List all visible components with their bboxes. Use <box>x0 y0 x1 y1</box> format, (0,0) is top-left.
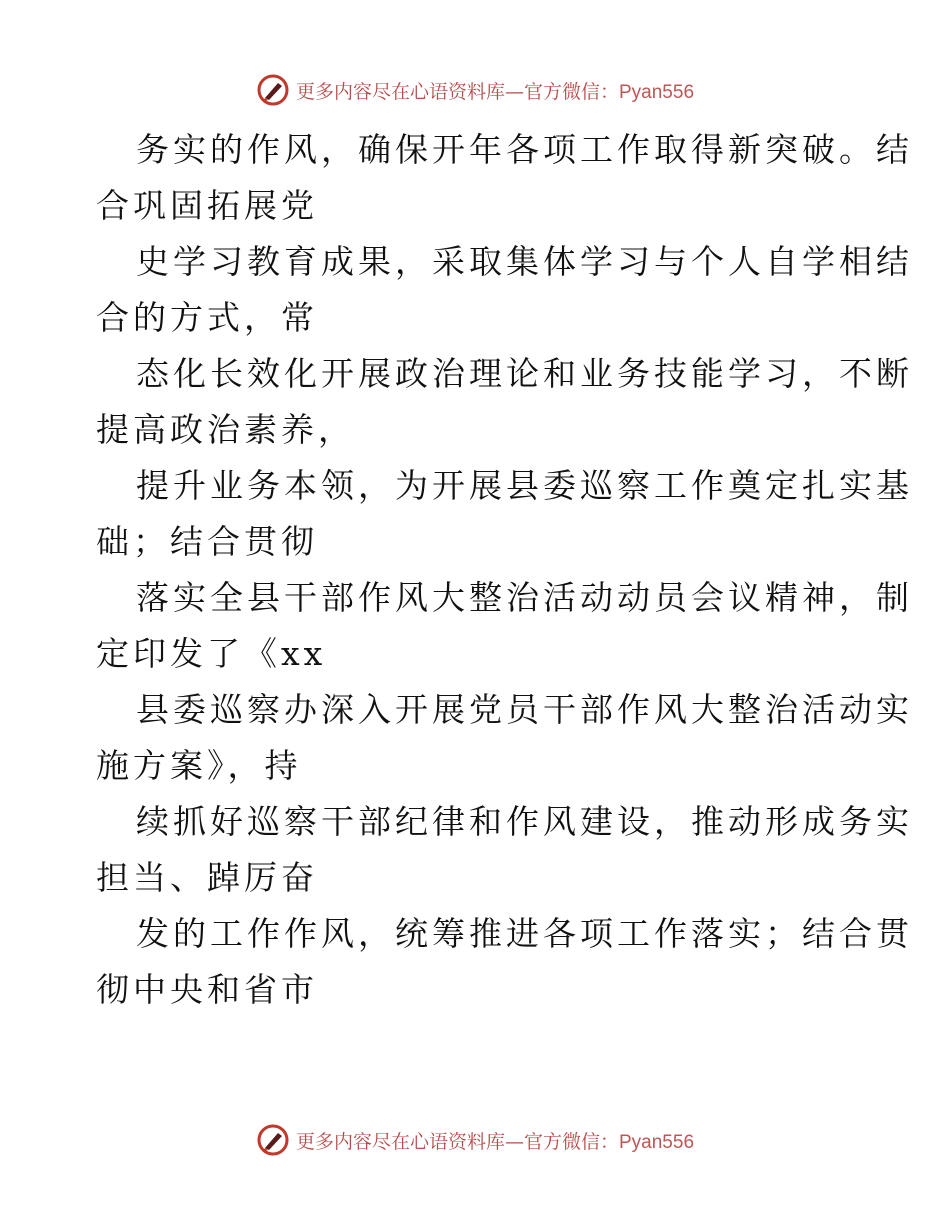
text-line: 定印发了《xx <box>96 634 327 673</box>
text-line: 彻中央和省市 <box>96 970 318 1009</box>
header-banner-id: Pyan556 <box>619 81 695 103</box>
text-line: 础；结合贯彻 <box>96 522 318 561</box>
text-line: 提高政治素养， <box>96 410 355 449</box>
text-line: 务实的作风，确保开年各项工作取得新突破。结 <box>136 130 913 169</box>
text-line: 担当、踔厉奋 <box>96 858 318 897</box>
footer-banner <box>0 1120 950 1160</box>
footer-banner-id: Pyan556 <box>619 1131 695 1153</box>
text-line: 续抓好巡察干部纪律和作风建设，推动形成务实 <box>136 802 913 841</box>
document-body <box>96 122 913 1018</box>
text-line: 态化长效化开展政治理论和业务技能学习，不断 <box>136 354 913 393</box>
text-line: 发的工作作风，统筹推进各项工作落实；结合贯 <box>136 914 913 953</box>
footer-banner-text: 更多内容尽在心语资料库—官方微信：Pyan556 <box>295 1130 695 1153</box>
pen-logo-icon <box>256 73 290 107</box>
text-line: 落实全县干部作风大整治活动动员会议精神，制 <box>136 578 913 617</box>
text-line: 合巩固拓展党 <box>96 186 318 225</box>
header-banner <box>0 70 950 110</box>
pen-logo-icon <box>256 1123 290 1157</box>
text-line: 施方案》，持 <box>96 746 302 785</box>
text-line: 县委巡察办深入开展党员干部作风大整治活动实 <box>136 690 913 729</box>
text-line: 提升业务本领，为开展县委巡察工作奠定扎实基 <box>136 466 913 505</box>
text-line: 合的方式，常 <box>96 298 318 337</box>
text-line: 史学习教育成果，采取集体学习与个人自学相结 <box>136 242 913 281</box>
header-banner-text: 更多内容尽在心语资料库—官方微信：Pyan556 <box>295 80 695 103</box>
